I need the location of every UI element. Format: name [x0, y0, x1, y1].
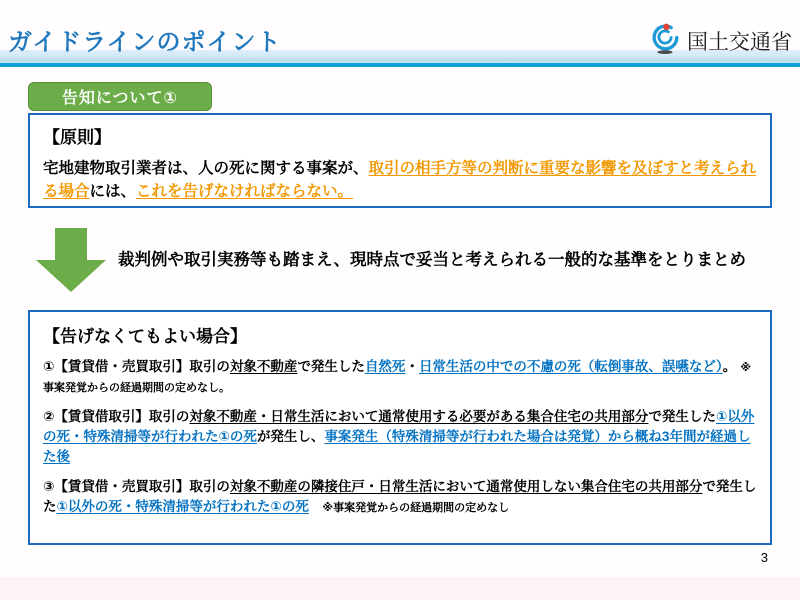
exception-item-2: ②【賃貸借取引】取引の対象不動産・日常生活において通常使用する必要がある集合住宅の共用部分で発生した①以外の死・特殊清掃等が行われた①の死が発生し、事案発生（特殊清掃等が行われた場合は発覚）から概ね3年間が経過した後: [43, 408, 755, 464]
page-title: ガイドラインのポイント: [8, 29, 282, 56]
topic-badge: 告知について①: [28, 82, 212, 111]
ministry-name: 国土交通省: [687, 30, 792, 54]
down-arrow-icon: [36, 228, 106, 297]
bottom-strip: [0, 577, 800, 600]
exception-heading: 【告げなくてもよい場合】: [43, 327, 247, 346]
ministry-logo: [648, 21, 792, 60]
exception-item-3: ③【賃貸借・売買取引】取引の対象不動産の隣接住戸・日常生活において通常使用しない集合住宅の共用部分で発生した①以外の死・特殊清掃等が行われた①の死 ※事案発覚からの経過期間の定めなし: [43, 478, 757, 514]
page-number: 3: [760, 550, 768, 565]
principle-box: [28, 113, 772, 208]
exception-box: [28, 310, 772, 545]
arrow-caption: 裁判例や取引実務等も踏まえ、現時点で妥当と考えられる一般的な基準をとりまとめ: [118, 251, 746, 269]
exception-item-1: ①【賃貸借・売買取引】取引の対象不動産で発生した自然死・日常生活の中での不慮の死（転倒事故、誤嚥など）。 ※事案発覚からの経過期間の定めなし。: [43, 359, 752, 394]
principle-text: 宅地建物取引業者は、人の死に関する事案が、取引の相手方等の判断に重要な影響を及ぼすと考えられる場合には、これを告げなければならない。: [43, 160, 757, 201]
mlit-logo-icon: [648, 21, 682, 60]
principle-heading: 【原則】: [43, 128, 111, 147]
